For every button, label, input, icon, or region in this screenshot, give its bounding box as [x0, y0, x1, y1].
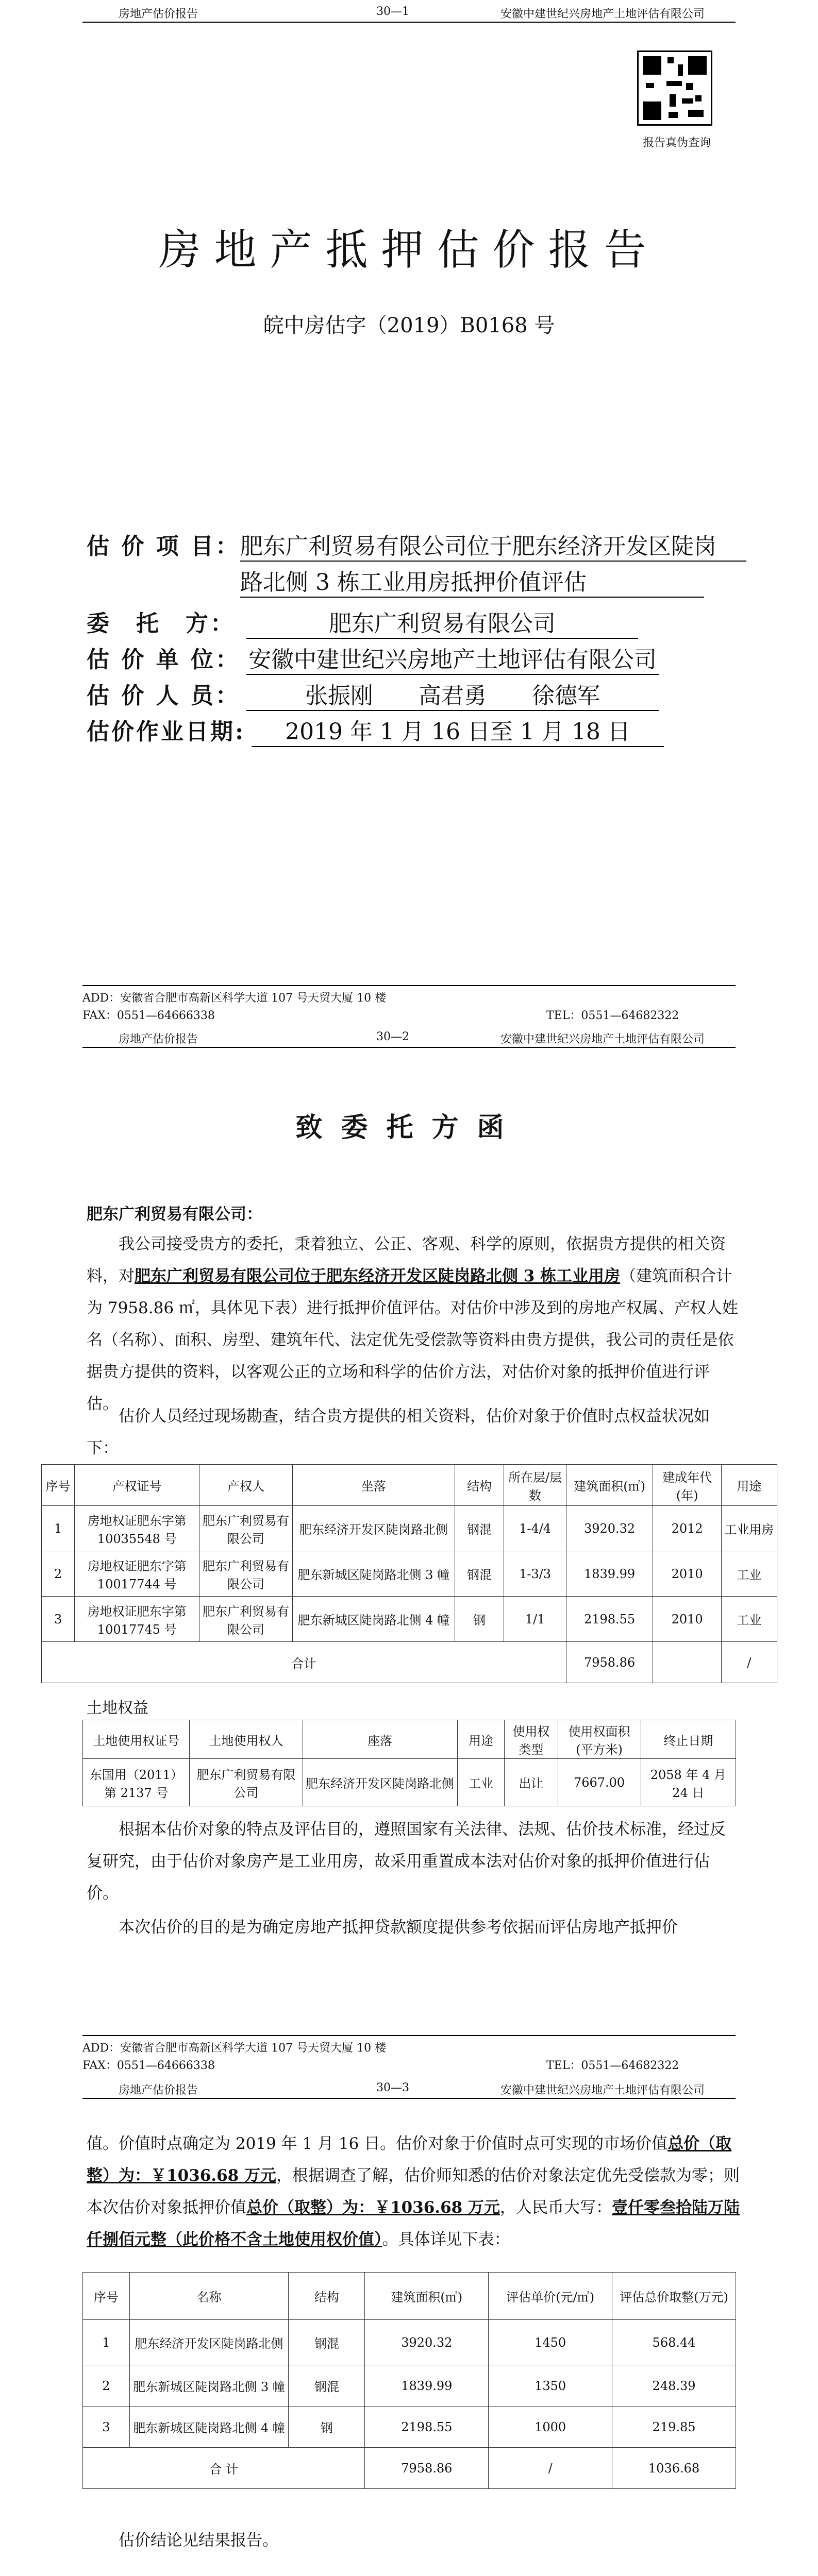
- project-value-line1: 肥东广利贸易有限公司位于肥东经济开发区陡岗: [240, 528, 746, 562]
- info-appraisers: [87, 675, 746, 711]
- letter-paragraph-3: 根据本估价对象的特点及评估目的，遵照国家有关法律、法规、估价技术标准，经过反复研究，由于估价对象房产是工业用房，故采用重置成本法对估价对象的抵押价值进行估价。: [87, 1820, 726, 1903]
- qr-caption: 报告真伪查询: [642, 137, 711, 149]
- info-work-dates: [87, 711, 746, 747]
- info-client: [87, 603, 746, 639]
- letter-title: 致委托方函: [295, 1112, 523, 1143]
- document-number: 皖中房估字（2019）B0168 号: [263, 314, 555, 337]
- page-header: [82, 2076, 736, 2099]
- header-left: 房地产估价报告: [119, 1033, 198, 1046]
- page-header: [82, 0, 736, 23]
- header-left: 房地产估价报告: [119, 2084, 198, 2097]
- firm-value: 安徽中建世纪兴房地产土地评估有限公司: [246, 641, 659, 675]
- firm-label: 估 价 单 位：: [87, 647, 240, 673]
- letter-paragraph-4: 本次估价的目的是为确定房地产抵押贷款额度提供参考依据而评估房地产抵押价: [119, 1918, 678, 1937]
- page-footer: ADD：安徽省合肥市高新区科学大道 107 号天贸大厦 10 楼 FAX：0551—64666338 TEL：0551—64682322: [82, 2035, 736, 2071]
- page-header: [82, 1025, 736, 1048]
- header-page-number: 30—3: [376, 2081, 409, 2094]
- land-table: 土地使用权证号 土地使用权人 座落 用途 使用权类型 使用权面积(平方米) 终止日期 东国用（2011）第 2137 号 肥东广利贸易有限公司 肥东经济开发区陡岗路北侧 工业 出让 7667.00 2058 年 4 月 24 日: [82, 1720, 736, 1806]
- table-total-row: 合计 7958.86 /: [42, 1642, 777, 1683]
- page-footer: [82, 985, 736, 1021]
- letter-addressee: 肥东广利贸易有限公司：: [87, 1205, 262, 1224]
- client-value: 肥东广利贸易有限公司: [246, 605, 638, 639]
- info-appraiser-firm: [87, 639, 746, 675]
- land-rights-title: 土地权益: [87, 1699, 148, 1717]
- header-right: 安徽中建世纪兴房地产土地评估有限公司: [500, 1033, 705, 1046]
- letter-paragraph-5: 值。价值时点确定为 2019 年 1 月 16 日。估价对象于价值时点可实现的市场价值总价（取整）为：￥1036.68 万元，根据调查了解，估价师知悉的估价对象法定优先受偿款为零；则本次估价对象抵押价值总价（取整）为：￥1036.68 万元，人民币大写：壹仟零叁拾陆万陆仟捌佰元整（此价格不含土地使用权价值）。具体详见下表：: [87, 2134, 740, 2249]
- footer-fax: FAX：0551—64666338: [82, 1009, 215, 1022]
- project-label: 估 价 项 目：: [87, 533, 240, 560]
- table-row: 1 肥东经济开发区陡岗路北侧 钢混 3920.32 1450 568.44: [83, 2320, 736, 2365]
- table-total-row: 合 计 7958.86 / 1036.68: [83, 2448, 736, 2489]
- qr-code[interactable]: [637, 50, 712, 126]
- letter-paragraph-6: 估价结论见结果报告。: [119, 2531, 278, 2550]
- appraisers-label: 估 价 人 员：: [87, 683, 240, 709]
- header-page-number: 30—1: [376, 5, 409, 18]
- header-right: 安徽中建世纪兴房地产土地评估有限公司: [500, 2084, 705, 2097]
- property-table: 序号 产权证号 产权人 坐落 结构 所在层/层数 建筑面积(㎡) 建成年代(年) 用途 1 房地权证肥东字第 10035548 号 肥东广利贸易有限公司 肥东经济开发区陡岗路北侧 钢混 1-4/4 3920.32 2012 工业用房 2 房地权证肥东字第 10017744 号 肥东广利贸易有限公司 肥东新城区陡岗路北侧 3 幢 钢混 1-3/3 1839.99 2010 工业 3 房地权证肥东字第 10017745 号 肥东广利贸易有限公司 肥东新城区陡岗路北侧 4 幢 钢 1/1 2198.55 2010 工业 合计 7958.86 /: [41, 1464, 777, 1683]
- info-project: [87, 526, 746, 603]
- letter-paragraph-2: 估价人员经过现场勘查，结合贵方提供的相关资料，估价对象于价值时点权益状况如下：: [87, 1407, 710, 1458]
- dates-label: 估价作业日期:: [87, 719, 246, 745]
- header-left: 房地产估价报告: [119, 8, 198, 21]
- client-label: 委 托 方：: [87, 611, 235, 637]
- mortgage-value: 总价（取整）为：￥1036.68 万元: [246, 2198, 500, 2217]
- footer-tel: TEL：0551—64682322: [546, 1009, 679, 1022]
- report-title: 房地产抵押估价报告: [158, 226, 660, 275]
- footer-address: ADD：安徽省合肥市高新区科学大道 107 号天贸大厦 10 楼: [82, 992, 387, 1005]
- valuation-table: 序号 名称 结构 建筑面积(㎡) 评估单价(元/㎡) 评估总价取整(万元) 1 肥东经济开发区陡岗路北侧 钢混 3920.32 1450 568.44 2 肥东新城区陡岗路北侧 3 幢 钢混 1839.99 1350 248.39 3 肥东新城区陡岗路北侧 4 幢 钢 2198.55 1000 219.85 合 计 7958.86 / 1036.68: [82, 2272, 736, 2489]
- header-right: 安徽中建世纪兴房地产土地评估有限公司: [500, 8, 705, 21]
- subject-property: 肥东广利贸易有限公司位于肥东经济开发区陡岗路北侧 3 栋工业用房: [135, 1267, 621, 1285]
- table-row: 东国用（2011）第 2137 号 肥东广利贸易有限公司 肥东经济开发区陡岗路北侧 工业 出让 7667.00 2058 年 4 月 24 日: [83, 1759, 736, 1806]
- appraisers-value: 张振刚 高君勇 徐德军: [246, 677, 659, 711]
- project-value-line2: 路北侧 3 栋工业用房抵押价值评估: [240, 564, 704, 598]
- dates-value: 2019 年 1 月 16 日至 1 月 18 日: [252, 713, 664, 747]
- table-row: 2 肥东新城区陡岗路北侧 3 幢 钢混 1839.99 1350 248.39: [83, 2365, 736, 2406]
- table-row: 1 房地权证肥东字第 10035548 号 肥东广利贸易有限公司 肥东经济开发区陡岗路北侧 钢混 1-4/4 3920.32 2012 工业用房: [42, 1506, 777, 1551]
- table-row: 2 房地权证肥东字第 10017744 号 肥东广利贸易有限公司 肥东新城区陡岗路北侧 3 幢 钢混 1-3/3 1839.99 2010 工业: [42, 1551, 777, 1597]
- header-page-number: 30—2: [376, 1030, 409, 1043]
- page-letter-continued: [0, 2076, 818, 2576]
- table-row: 3 肥东新城区陡岗路北侧 4 幢 钢 2198.55 1000 219.85: [83, 2406, 736, 2448]
- value-in-words: 壹仟零叁拾陆万陆仟捌佰元整（此价格不含土地使用权价值）: [87, 2198, 740, 2249]
- page-letter: [0, 1025, 818, 2076]
- letter-paragraph-1: 我公司接受贵方的委托，秉着独立、公正、客观、科学的原则，依据贵方提供的相关资料，对肥东广利贸易有限公司位于肥东经济开发区陡岗路北侧 3 栋工业用房（建筑面积合计为 7958.86 ㎡，具体见下表）进行抵押价值评估。对估价中涉及到的房地产权属、产权人姓名（名称）、面积、房型、建筑年代、法定优先受偿款等资料由贵方提供，我公司的责任是依据贵方提供的资料，以客观公正的立场和科学的估价方法，对估价对象的抵押价值进行评估。: [87, 1235, 738, 1413]
- page-cover: [0, 0, 818, 1025]
- table-row: 3 房地权证肥东字第 10017745 号 肥东广利贸易有限公司 肥东新城区陡岗路北侧 4 幢 钢 1/1 2198.55 2010 工业: [42, 1597, 777, 1642]
- market-value: 总价（取整）为：￥1036.68 万元: [87, 2134, 732, 2185]
